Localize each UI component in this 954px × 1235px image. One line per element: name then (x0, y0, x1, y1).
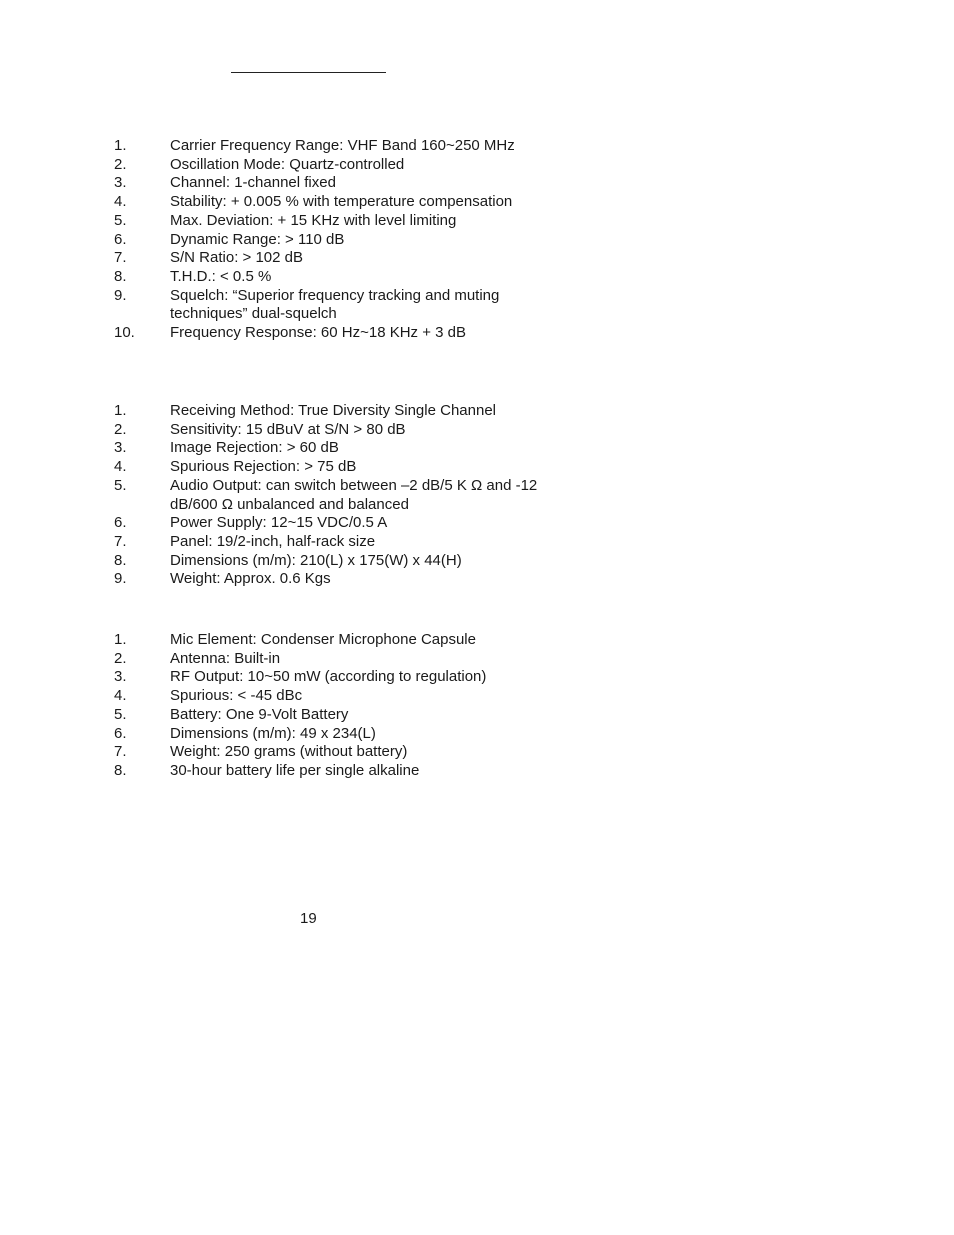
item-text: Dimensions (m/m): 49 x 234(L) (170, 724, 376, 742)
item-text: Stability: + 0.005 % with temperature compensation (170, 193, 513, 211)
item-text: Squelch: “Superior frequency tracking and muting techniques” dual-squelch (170, 286, 500, 323)
list-item (114, 668, 554, 687)
list-item (114, 421, 554, 440)
header-rule (231, 72, 386, 73)
list-item (114, 762, 554, 781)
item-number: 4. (114, 687, 127, 705)
item-number: 9. (114, 570, 127, 588)
item-text: Channel: 1-channel fixed (170, 174, 336, 192)
item-text: Receiving Method: True Diversity Single Channel (170, 402, 496, 419)
item-number: 4. (114, 458, 127, 476)
item-text: Panel: 19/2-inch, half-rack size (170, 532, 376, 550)
list-item (114, 650, 554, 669)
item-text: T.H.D.: < 0.5 % (170, 267, 272, 285)
list-item (114, 156, 554, 175)
item-number: 6. (114, 724, 127, 742)
item-text: Carrier Frequency Range: VHF Band 160~250 MHz (170, 137, 515, 154)
spec-list-microphone (114, 631, 554, 781)
list-item (114, 631, 554, 650)
list-item (114, 249, 554, 268)
item-text: Spurious Rejection: > 75 dB (170, 458, 357, 476)
list-item (114, 514, 554, 533)
item-number: 5. (114, 476, 127, 494)
list-item (114, 231, 554, 250)
item-number: 3. (114, 439, 127, 457)
item-number: 2. (114, 649, 127, 667)
item-number: 7. (114, 249, 127, 267)
list-item (114, 137, 554, 156)
item-text: Antenna: Built-in (170, 649, 281, 667)
list-item (114, 402, 554, 421)
item-text: S/N Ratio: > 102 dB (170, 249, 303, 267)
item-text: Battery: One 9-Volt Battery (170, 705, 349, 723)
item-number: 2. (114, 420, 127, 438)
item-number: 8. (114, 761, 127, 779)
item-number: 3. (114, 174, 127, 192)
item-text: 30-hour battery life per single alkaline (170, 761, 420, 779)
list-item (114, 324, 554, 343)
item-number: 6. (114, 230, 127, 248)
list-item (114, 687, 554, 706)
spec-list-transmitter (114, 137, 554, 343)
item-number: 7. (114, 743, 127, 761)
item-text: Dimensions (m/m): 210(L) x 175(W) x 44(H) (170, 551, 462, 569)
item-text: Audio Output: can switch between –2 dB/5 K Ω and -12 dB/600 Ω unbalanced and balanced (170, 476, 538, 513)
item-number: 1. (114, 137, 127, 154)
item-number: 10. (114, 324, 135, 342)
item-text: Sensitivity: 15 dBuV at S/N > 80 dB (170, 420, 406, 438)
list-item (114, 287, 554, 324)
item-text: RF Output: 10~50 mW (according to regulation) (170, 668, 487, 686)
item-number: 1. (114, 631, 127, 648)
item-text: Power Supply: 12~15 VDC/0.5 A (170, 514, 388, 532)
item-number: 8. (114, 551, 127, 569)
spec-list-receiver (114, 402, 554, 589)
item-number: 3. (114, 668, 127, 686)
item-number: 7. (114, 532, 127, 550)
list-item (114, 212, 554, 231)
item-text: Max. Deviation: + 15 KHz with level limiting (170, 211, 457, 229)
item-number: 5. (114, 211, 127, 229)
item-text: Image Rejection: > 60 dB (170, 439, 339, 457)
item-number: 5. (114, 705, 127, 723)
list-item (114, 552, 554, 571)
list-item (114, 725, 554, 744)
item-number: 1. (114, 402, 127, 419)
list-item (114, 439, 554, 458)
list-item (114, 268, 554, 287)
list-item (114, 477, 554, 514)
item-number: 6. (114, 514, 127, 532)
list-item (114, 570, 554, 589)
list-item (114, 174, 554, 193)
item-text: Mic Element: Condenser Microphone Capsule (170, 631, 476, 648)
item-number: 9. (114, 286, 127, 304)
item-text: Weight: 250 grams (without battery) (170, 743, 408, 761)
item-text: Weight: Approx. 0.6 Kgs (170, 570, 331, 588)
list-item (114, 743, 554, 762)
item-number: 4. (114, 193, 127, 211)
item-text: Dynamic Range: > 110 dB (170, 230, 345, 248)
item-text: Frequency Response: 60 Hz~18 KHz + 3 dB (170, 324, 467, 342)
item-text: Spurious: < -45 dBc (170, 687, 303, 705)
list-item (114, 458, 554, 477)
item-number: 8. (114, 267, 127, 285)
list-item (114, 706, 554, 725)
list-item (114, 193, 554, 212)
item-text: Oscillation Mode: Quartz-controlled (170, 155, 405, 173)
list-item (114, 533, 554, 552)
page-number: 19 (300, 910, 317, 927)
item-number: 2. (114, 155, 127, 173)
